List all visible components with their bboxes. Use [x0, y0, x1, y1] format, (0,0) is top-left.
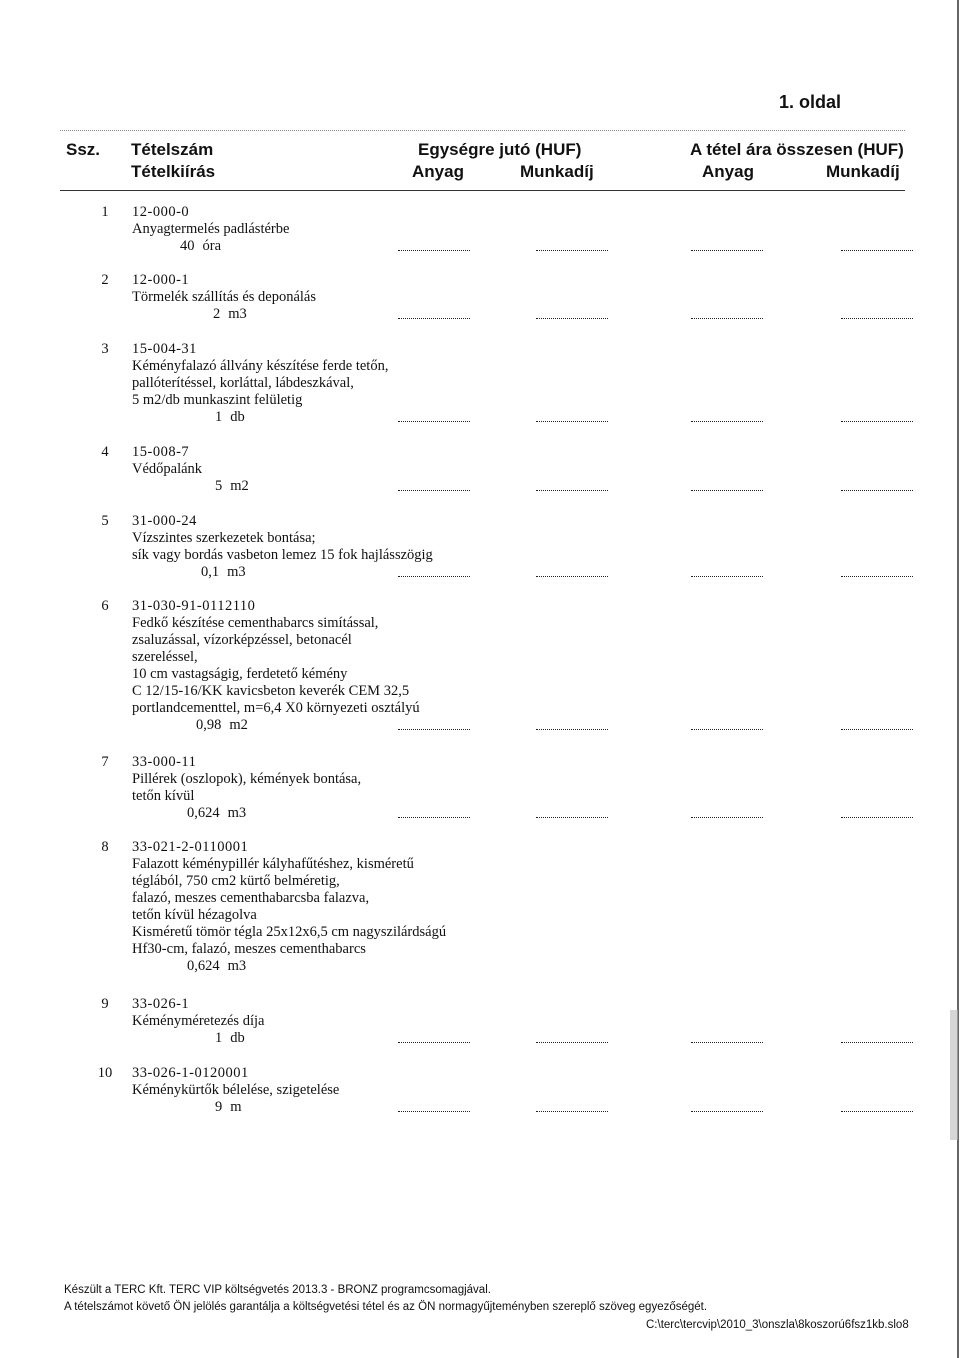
- blank-anyag-unit: [398, 317, 470, 319]
- quantity-unit: db: [230, 409, 245, 425]
- header-munkadij-total: Munkadíj: [826, 162, 900, 181]
- blank-munkadij-total: [841, 1110, 913, 1112]
- description-line: Védőpalánk: [132, 461, 203, 477]
- quantity-unit: m3: [228, 306, 247, 322]
- quantity-unit: m2: [230, 478, 249, 494]
- blank-munkadij-unit: [536, 575, 608, 577]
- header-munkadij-unit: Munkadíj: [520, 162, 594, 181]
- item-quantity: [201, 564, 246, 581]
- quantity-value: 0,624: [187, 958, 220, 974]
- item-code: 15-004-31: [132, 341, 197, 357]
- blank-anyag-total: [691, 1110, 763, 1112]
- blank-anyag-total: [691, 249, 763, 251]
- quantity-value: 9: [215, 1099, 223, 1115]
- blank-anyag-unit: [398, 420, 470, 422]
- item-code: 33-000-11: [132, 754, 197, 770]
- item-number: 2: [101, 272, 109, 288]
- blank-anyag-total: [691, 489, 763, 491]
- item-description: [132, 530, 433, 564]
- quantity-unit: m3: [227, 805, 247, 821]
- blank-munkadij-total: [841, 317, 913, 319]
- quantity-value: 2: [213, 306, 221, 322]
- blank-munkadij-total: [841, 489, 913, 491]
- item-code: 33-021-2-0110001: [132, 839, 249, 855]
- item-number: 6: [101, 598, 109, 614]
- blank-anyag-unit: [398, 816, 470, 818]
- quantity-value: 0,1: [201, 564, 220, 580]
- item-quantity: [187, 958, 246, 975]
- description-line: Kéménykürtők bélelése, szigetelése: [132, 1082, 340, 1098]
- item-quantity: [213, 306, 247, 323]
- item-code: 12-000-0: [132, 204, 190, 220]
- item-quantity: [180, 238, 221, 255]
- description-line: C 12/15-16/KK kavicsbeton keverék CEM 32,5: [132, 683, 410, 699]
- blank-munkadij-unit: [536, 1110, 608, 1112]
- description-line: 5 m2/db munkaszint felületig: [132, 392, 303, 408]
- scan-edge-mark: [948, 0, 960, 1358]
- footer-on-note: A tételszámot követő ÖN jelölés garantálja a költségvetési tétel és az ÖN normagyűjteményben szereplő szöveg egyezőségét.: [64, 1301, 708, 1313]
- quantity-value: 40: [180, 238, 195, 254]
- blank-anyag-unit: [398, 1110, 470, 1112]
- footer-file-path: C:\terc\tercvip\2010_3\onszla\8koszorú6fsz1kb.slo8: [646, 1319, 909, 1331]
- blank-anyag-unit: [398, 575, 470, 577]
- description-line: Fedkő készítése cementhabarcs simítással,: [132, 615, 379, 631]
- item-number: 8: [101, 839, 109, 855]
- blank-munkadij-unit: [536, 317, 608, 319]
- description-line: Törmelék szállítás és deponálás: [132, 289, 317, 305]
- item-description: [132, 358, 388, 409]
- quantity-unit: db: [230, 1030, 245, 1046]
- item-description: [132, 289, 316, 306]
- header-divider: [60, 190, 905, 191]
- quantity-value: 1: [215, 1030, 223, 1046]
- header-tetelszam: Tételszám: [131, 140, 214, 159]
- quantity-unit: óra: [202, 238, 222, 254]
- top-divider: [60, 130, 905, 131]
- header-egysegre-juto: Egységre jutó (HUF): [418, 140, 582, 159]
- item-description: [132, 1013, 264, 1030]
- blank-anyag-unit: [398, 728, 470, 730]
- blank-anyag-total: [691, 728, 763, 730]
- description-line: Falazott kéménypillér kályhafűtéshez, kisméretű: [132, 856, 414, 872]
- item-number: 7: [101, 754, 109, 770]
- description-line: 10 cm vastagságig, ferdetető kémény: [132, 666, 348, 682]
- item-code: 31-000-24: [132, 513, 197, 529]
- blank-munkadij-total: [841, 1041, 913, 1043]
- blank-munkadij-unit: [536, 728, 608, 730]
- blank-anyag-total: [691, 816, 763, 818]
- item-quantity: [196, 717, 248, 734]
- blank-anyag-total: [691, 317, 763, 319]
- blank-munkadij-unit: [536, 489, 608, 491]
- item-quantity: [215, 1030, 245, 1047]
- blank-munkadij-total: [841, 816, 913, 818]
- item-code: 31-030-91-0112110: [132, 598, 256, 614]
- description-line: Hf30-cm, falazó, meszes cementhabarcs: [132, 941, 366, 957]
- description-line: tetőn kívül: [132, 788, 195, 804]
- quantity-unit: m3: [227, 958, 247, 974]
- quantity-value: 0,98: [196, 717, 222, 733]
- header-ssz: Ssz.: [66, 140, 101, 159]
- item-code: 12-000-1: [132, 272, 190, 288]
- quantity-unit: m2: [229, 717, 248, 733]
- item-code: 33-026-1: [132, 996, 190, 1012]
- blank-anyag-total: [691, 420, 763, 422]
- item-code: 33-026-1-0120001: [132, 1065, 249, 1081]
- item-description: [132, 771, 361, 805]
- description-line: pallóterítéssel, korláttal, lábdeszkával,: [132, 375, 354, 391]
- header-anyag-unit: Anyag: [412, 162, 464, 181]
- quantity-value: 0,624: [187, 805, 220, 821]
- item-number: 9: [101, 996, 109, 1012]
- item-number: 5: [101, 513, 109, 529]
- description-line: falazó, meszes cementhabarcsba falazva,: [132, 890, 370, 906]
- blank-munkadij-total: [841, 249, 913, 251]
- description-line: sík vagy bordás vasbeton lemez 15 fok hajlásszögig: [132, 547, 433, 563]
- item-description: [132, 856, 446, 958]
- header-tetelkiiras: Tételkiírás: [131, 162, 216, 181]
- blank-munkadij-unit: [536, 420, 608, 422]
- blank-anyag-total: [691, 1041, 763, 1043]
- description-line: tetőn kívül hézagolva: [132, 907, 257, 923]
- item-number: 1: [101, 204, 109, 220]
- blank-munkadij-unit: [536, 816, 608, 818]
- description-line: Anyagtermelés padlástérbe: [132, 221, 290, 237]
- blank-anyag-unit: [398, 249, 470, 251]
- item-number: 3: [101, 341, 109, 357]
- item-quantity: [215, 409, 245, 426]
- item-description: [132, 1082, 339, 1099]
- page-number: 1. oldal: [779, 92, 842, 112]
- header-tetel-ara-osszesen: A tétel ára összesen (HUF): [690, 140, 904, 159]
- blank-munkadij-total: [841, 728, 913, 730]
- description-line: Vízszintes szerkezetek bontása;: [132, 530, 316, 546]
- quantity-value: 1: [215, 409, 223, 425]
- item-quantity: [187, 805, 246, 822]
- item-quantity: [215, 1099, 242, 1116]
- blank-anyag-unit: [398, 1041, 470, 1043]
- item-number: 4: [101, 444, 109, 460]
- quantity-value: 5: [215, 478, 223, 494]
- blank-anyag-total: [691, 575, 763, 577]
- footer-generator-note: Készült a TERC Kft. TERC VIP költségvetés 2013.3 - BRONZ programcsomagjával.: [64, 1284, 491, 1296]
- quantity-unit: m: [230, 1099, 242, 1115]
- description-line: szereléssel,: [132, 649, 198, 665]
- blank-munkadij-unit: [536, 249, 608, 251]
- header-anyag-total: Anyag: [702, 162, 754, 181]
- description-line: portlandcementtel, m=6,4 X0 környezeti osztályú: [132, 700, 420, 716]
- quantity-unit: m3: [227, 564, 246, 580]
- item-code: 15-008-7: [132, 444, 190, 460]
- description-line: Kéményfalazó állvány készítése ferde tetőn,: [132, 358, 389, 374]
- item-number: 10: [97, 1065, 113, 1081]
- blank-anyag-unit: [398, 489, 470, 491]
- description-line: Pillérek (oszlopok), kémények bontása,: [132, 771, 362, 787]
- description-line: zsaluzással, vízorképzéssel, betonacél: [132, 632, 352, 648]
- item-description: [132, 221, 289, 238]
- blank-munkadij-total: [841, 575, 913, 577]
- item-description: [132, 461, 202, 478]
- description-line: téglából, 750 cm2 kürtő belméretig,: [132, 873, 340, 889]
- item-quantity: [215, 478, 249, 495]
- blank-munkadij-total: [841, 420, 913, 422]
- description-line: Kéményméretezés díja: [132, 1013, 265, 1029]
- item-description: [132, 615, 420, 717]
- blank-munkadij-unit: [536, 1041, 608, 1043]
- description-line: Kisméretű tömör tégla 25x12x6,5 cm nagyszilárdságú: [132, 924, 447, 940]
